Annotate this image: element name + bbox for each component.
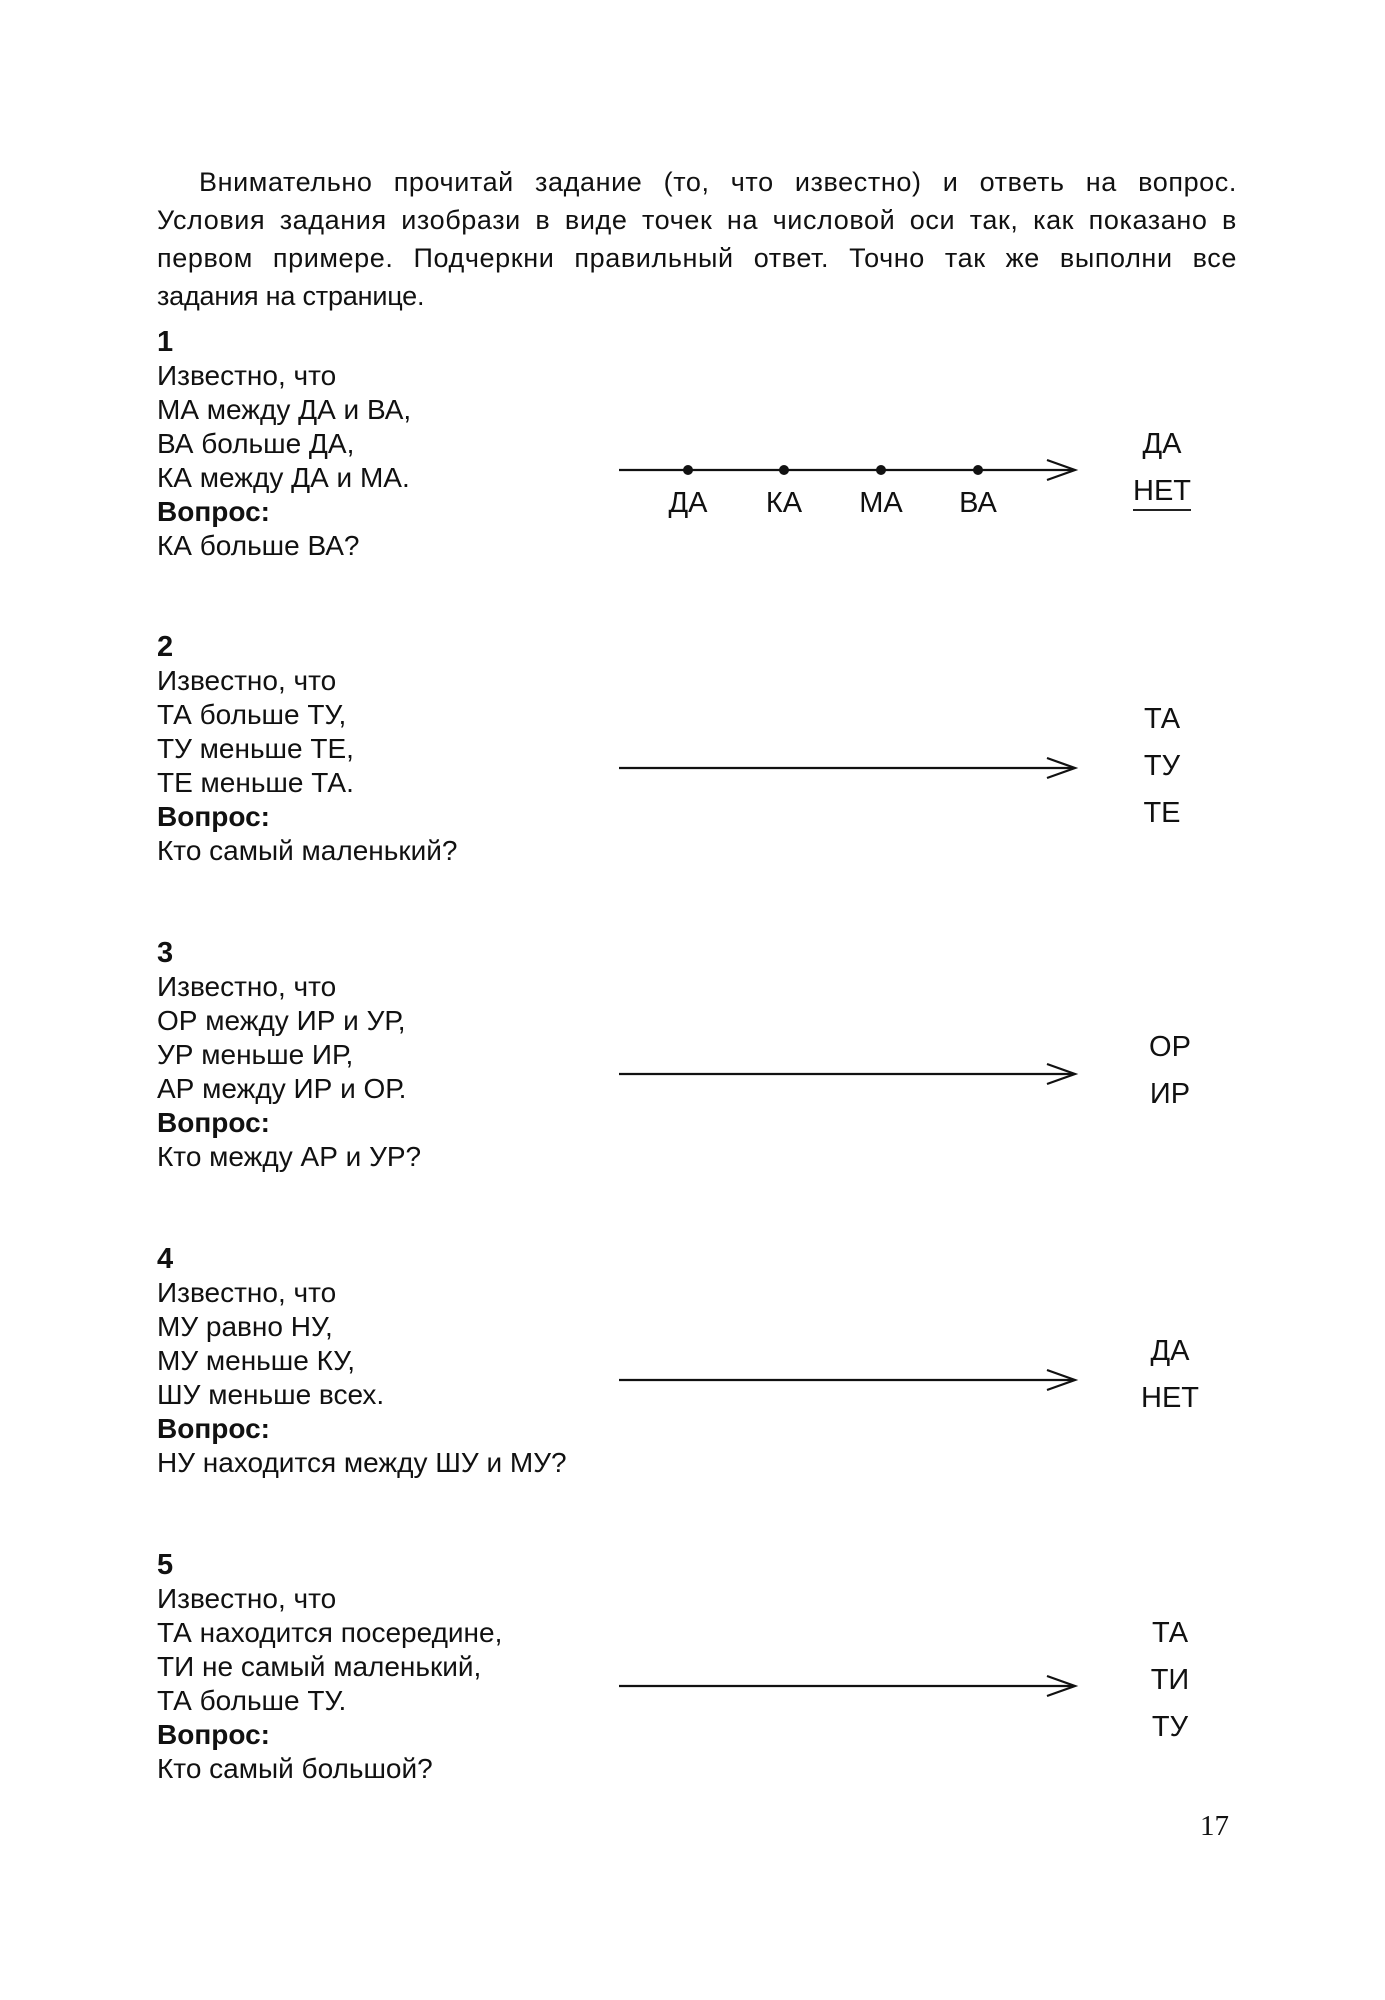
answer-option[interactable]: ИР — [1149, 1078, 1191, 1110]
question-text: Кто самый большой? — [157, 1753, 433, 1784]
task-condition: Известно, что — [157, 360, 337, 391]
answer-options — [1125, 1024, 1215, 1118]
task-text — [157, 630, 457, 868]
task-condition: Известно, что — [157, 971, 337, 1002]
answer-options — [1125, 1610, 1215, 1751]
task-text — [157, 1242, 567, 1480]
task-condition: УР меньше ИР, — [157, 1039, 354, 1070]
task-1 — [157, 325, 1257, 585]
question-label: Вопрос: — [157, 1107, 270, 1138]
task-4 — [157, 1242, 1257, 1502]
task-number: 2 — [157, 631, 174, 663]
question-text: НУ находится между ШУ и МУ? — [157, 1447, 567, 1478]
task-text — [157, 936, 421, 1174]
instructions-line: задания на странице. — [157, 281, 425, 311]
task-condition: ТА больше ТУ. — [157, 1685, 347, 1716]
answer-option-text: НЕТ — [1133, 475, 1191, 511]
axis-point-label: ВА — [959, 487, 997, 519]
axis-point-label: КА — [765, 487, 803, 519]
answer-option[interactable]: ТЕ — [1143, 797, 1181, 829]
axis-point — [973, 465, 983, 475]
axis-point-label: МА — [859, 487, 903, 519]
answer-option[interactable]: НЕТ — [1141, 1382, 1199, 1414]
task-5 — [157, 1548, 1257, 1808]
task-condition: АР между ИР и ОР. — [157, 1073, 407, 1104]
task-2 — [157, 630, 1257, 890]
task-condition: МУ равно НУ, — [157, 1311, 333, 1342]
answer-options — [1117, 696, 1207, 837]
answer-options — [1117, 421, 1207, 515]
number-line[interactable] — [619, 1666, 1079, 1706]
task-condition: ТИ не самый маленький, — [157, 1651, 482, 1682]
axis-point — [683, 465, 693, 475]
task-condition: ТЕ меньше ТА. — [157, 767, 354, 798]
task-condition: ТА находится посередине, — [157, 1617, 503, 1648]
answer-option[interactable]: ТУ — [1151, 1711, 1189, 1743]
instructions — [157, 163, 1237, 315]
task-condition: МУ меньше КУ, — [157, 1345, 356, 1376]
answer-option[interactable]: ТИ — [1150, 1664, 1190, 1696]
answer-option[interactable]: ДА — [1142, 428, 1182, 460]
task-number: 4 — [157, 1243, 174, 1275]
question-label: Вопрос: — [157, 1413, 270, 1444]
answer-option[interactable]: ОР — [1149, 1031, 1191, 1063]
task-text — [157, 1548, 502, 1786]
number-line[interactable] — [619, 748, 1079, 788]
answer-option[interactable]: ТА — [1143, 703, 1181, 735]
axis-point — [779, 465, 789, 475]
task-3 — [157, 936, 1257, 1196]
task-condition: ВА больше ДА, — [157, 428, 355, 459]
number-line[interactable] — [619, 1054, 1079, 1094]
question-text: Кто между АР и УР? — [157, 1141, 422, 1172]
task-condition: МА между ДА и ВА, — [157, 394, 412, 425]
instructions-line: первом примере. Подчеркни правильный ответ. Точно так же выполни все — [157, 243, 1237, 273]
answer-option[interactable]: ДА — [1150, 1335, 1190, 1367]
axis-point-labels — [619, 487, 1079, 527]
task-number: 5 — [157, 1549, 174, 1581]
question-label: Вопрос: — [157, 496, 270, 527]
task-condition: ШУ меньше всех. — [157, 1379, 385, 1410]
answer-option[interactable]: ТУ — [1143, 750, 1181, 782]
task-number: 1 — [157, 326, 174, 358]
task-number: 3 — [157, 937, 174, 969]
number-line[interactable] — [619, 450, 1079, 490]
answer-option-underlined[interactable] — [1117, 468, 1207, 515]
task-condition: ТУ меньше ТЕ, — [157, 733, 354, 764]
question-label: Вопрос: — [157, 1719, 270, 1750]
task-condition: Известно, что — [157, 1583, 337, 1614]
answer-options — [1125, 1328, 1215, 1422]
task-condition: КА между ДА и МА. — [157, 462, 410, 493]
axis-point-label: ДА — [668, 487, 708, 519]
axis-point — [876, 465, 886, 475]
page-number: 17 — [1200, 1810, 1229, 1842]
question-label: Вопрос: — [157, 801, 270, 832]
task-condition: ТА больше ТУ, — [157, 699, 347, 730]
task-condition: Известно, что — [157, 1277, 337, 1308]
task-condition: Известно, что — [157, 665, 337, 696]
task-text — [157, 325, 411, 563]
question-text: Кто самый маленький? — [157, 835, 458, 866]
instructions-line: Условия задания изобрази в виде точек на числовой оси так, как показано в — [157, 205, 1237, 235]
instructions-line: Внимательно прочитай задание (то, что известно) и ответь на вопрос. — [199, 167, 1237, 197]
question-text: КА больше ВА? — [157, 530, 360, 561]
number-line[interactable] — [619, 1360, 1079, 1400]
answer-option[interactable]: ТА — [1151, 1617, 1189, 1649]
task-condition: ОР между ИР и УР, — [157, 1005, 406, 1036]
